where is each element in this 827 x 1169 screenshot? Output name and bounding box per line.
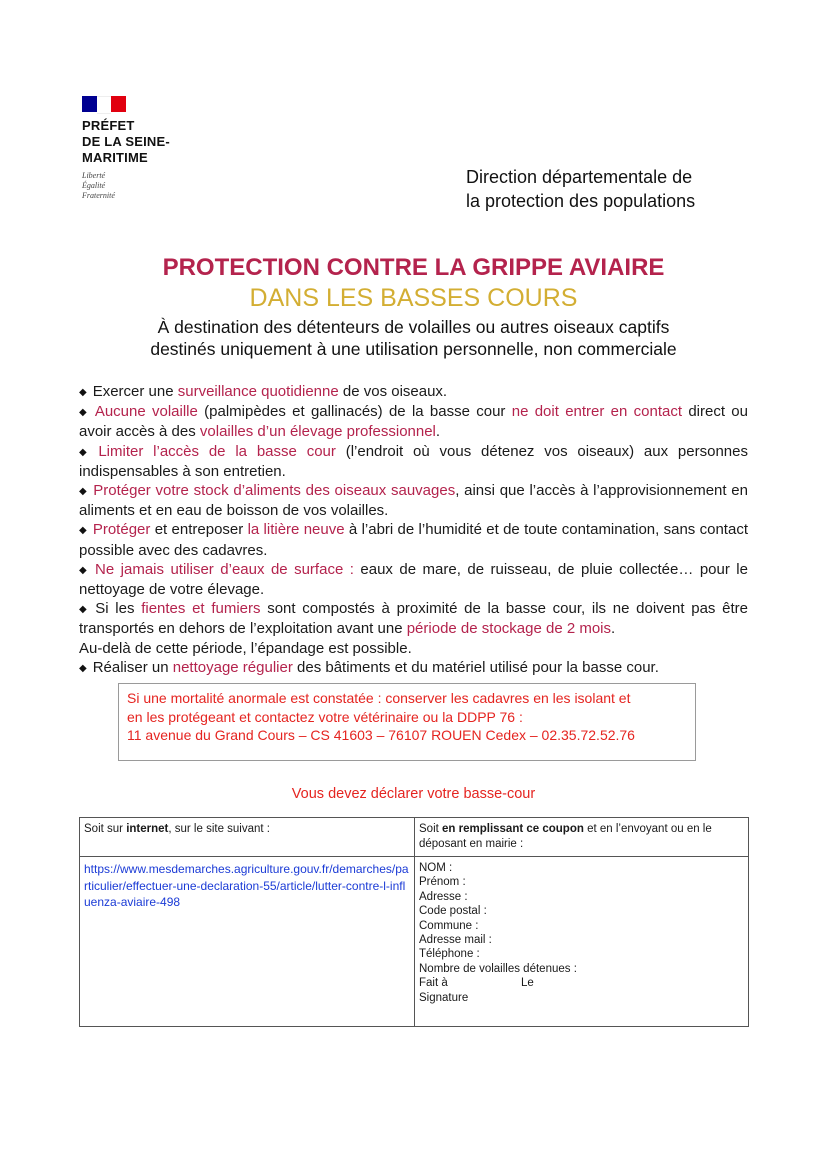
direction-name bbox=[466, 165, 766, 213]
form-field-signature[interactable]: Signature bbox=[419, 991, 469, 1004]
bullet-diamond-icon: ◆ bbox=[79, 407, 89, 419]
list-item bbox=[79, 402, 748, 441]
bullet-diamond-icon: ◆ bbox=[79, 525, 87, 537]
text: et en l’envoyant ou en le déposant en mairie : bbox=[419, 823, 712, 850]
list-item-continuation: Au-delà de cette période, l’épandage est possible. bbox=[79, 639, 412, 657]
declaration-table bbox=[79, 817, 749, 1027]
list-item bbox=[79, 560, 748, 599]
text: Soit bbox=[419, 823, 443, 835]
logo-line: MARITIME bbox=[82, 150, 148, 165]
bullet-diamond-icon: ◆ bbox=[79, 564, 89, 576]
flag-white bbox=[97, 96, 112, 114]
declare-heading: Vous devez déclarer votre basse-cour bbox=[291, 786, 536, 802]
bullet-diamond-icon: ◆ bbox=[79, 604, 90, 616]
form-field-email[interactable]: Adresse mail : bbox=[419, 934, 492, 947]
text: de vos oiseaux. bbox=[338, 383, 448, 400]
list-item bbox=[79, 658, 748, 678]
form-field-adresse[interactable]: Adresse : bbox=[419, 890, 468, 903]
bullet-diamond-icon: ◆ bbox=[79, 387, 87, 398]
table-header-row bbox=[80, 818, 749, 857]
form-row-place-date bbox=[419, 976, 744, 990]
text: Soit sur bbox=[84, 823, 127, 835]
list-item bbox=[79, 382, 748, 402]
coupon-form bbox=[415, 857, 749, 1027]
highlight: Limiter l’accès de la basse cour bbox=[98, 442, 336, 460]
text: à l’abri de l’humidité et de toute contamination, sans contact possible avec des cadavres. bbox=[79, 521, 748, 559]
highlight: ne doit entrer en contact bbox=[511, 403, 683, 421]
text: . bbox=[435, 423, 441, 441]
highlight: nettoyage régulier bbox=[172, 658, 293, 676]
form-field-nombre-volailles[interactable]: Nombre de volailles détenues : bbox=[419, 962, 577, 975]
logo-line: PRÉFET bbox=[82, 118, 135, 133]
warning-line: Si une mortalité anormale est constatée : conserver les cadavres en les isolant et bbox=[127, 690, 631, 706]
text: sont compostés à proximité de la basse cour, ils ne doivent pas être transportés en dehors de l’exploitation avant une bbox=[79, 600, 748, 638]
form-field-telephone[interactable]: Téléphone : bbox=[419, 948, 480, 961]
warning-address: 11 avenue du Grand Cours – CS 41603 – 76107 ROUEN Cedex – 02.35.72.52.76 bbox=[127, 727, 635, 743]
list-item bbox=[79, 520, 748, 559]
form-field-date[interactable]: Le bbox=[521, 977, 534, 990]
marianne-flag-icon bbox=[82, 96, 126, 112]
list-item bbox=[79, 599, 748, 638]
flag-blue bbox=[82, 96, 97, 112]
mortality-warning-box bbox=[118, 683, 696, 761]
list-item bbox=[79, 481, 748, 520]
text: (palmipèdes et gallinacés) de la basse cour bbox=[197, 403, 512, 421]
text: eaux de mare, de ruisseau, de pluie collectée… pour le nettoyage de votre élevage. bbox=[79, 560, 748, 599]
direction-line: Direction départementale de bbox=[466, 167, 693, 187]
highlight: Protéger votre stock d’aliments des oiseaux sauvages bbox=[93, 482, 456, 500]
motto bbox=[82, 171, 222, 201]
form-field-prenom[interactable]: Prénom : bbox=[419, 876, 466, 889]
text: Si les bbox=[95, 600, 142, 618]
text: Exercer une bbox=[92, 383, 178, 400]
bullet-diamond-icon: ◆ bbox=[79, 486, 88, 498]
form-field-commune[interactable]: Commune : bbox=[419, 919, 479, 932]
direction-line: la protection des populations bbox=[466, 191, 696, 211]
internet-option-header bbox=[80, 818, 415, 857]
list-item bbox=[79, 442, 748, 481]
declaration-url-link[interactable]: https://www.mesdemarches.agriculture.gouv.fr/demarches/particulier/effectuer-une-declaration-55/article/lutter-contre-l-influenza-aviaire-498 bbox=[80, 857, 415, 1027]
highlight: période de stockage de 2 mois bbox=[406, 620, 612, 638]
text: Réaliser un bbox=[92, 658, 173, 676]
text: direct ou avoir accès à des bbox=[79, 403, 748, 441]
highlight: surveillance quotidienne bbox=[177, 383, 339, 400]
highlight: fientes et fumiers bbox=[141, 600, 261, 618]
form-field-fait-a[interactable]: Fait à bbox=[419, 977, 448, 990]
main-title: PROTECTION CONTRE LA GRIPPE AVIAIRE bbox=[162, 254, 665, 281]
text: des bâtiments et du matériel utilisé pour la basse cour. bbox=[292, 658, 659, 676]
subtitle-line: destinés uniquement à une utilisation personnelle, non commerciale bbox=[150, 339, 677, 359]
table-body-row bbox=[80, 857, 749, 1027]
recommendations-list bbox=[79, 382, 748, 678]
text: et entreposer bbox=[150, 521, 248, 539]
form-field-code-postal[interactable]: Code postal : bbox=[419, 905, 487, 918]
highlight: volailles d’un élevage professionnel bbox=[199, 423, 436, 441]
text-bold: internet bbox=[126, 823, 169, 835]
motto-line: Égalité bbox=[82, 181, 106, 190]
warning-line: en les protégeant et contactez votre vétérinaire ou la DDPP 76 : bbox=[127, 708, 523, 725]
text: , ainsi que l’accès à l’approvisionnement en aliments et en eau de boisson de vos volailles. bbox=[79, 482, 748, 520]
secondary-title: DANS LES BASSES COURS bbox=[249, 284, 578, 312]
text: . bbox=[611, 620, 616, 638]
logo-line: DE LA SEINE- bbox=[82, 134, 170, 149]
form-field-nom[interactable]: NOM : bbox=[419, 862, 453, 874]
text-bold: en remplissant ce coupon bbox=[442, 823, 584, 835]
flag-red bbox=[111, 96, 126, 112]
highlight: Protéger bbox=[92, 521, 151, 539]
text: (l’endroit où vous détenez vos oiseaux) aux personnes indispensables à son entretien. bbox=[79, 442, 748, 480]
bullet-diamond-icon: ◆ bbox=[79, 662, 87, 674]
highlight: Ne jamais utiliser d’eaux de surface : bbox=[95, 560, 354, 578]
highlight: Aucune volaille bbox=[94, 403, 198, 421]
prefecture-logo bbox=[82, 96, 222, 201]
motto-line: Fraternité bbox=[82, 191, 115, 200]
text: , sur le site suivant : bbox=[168, 823, 270, 835]
coupon-option-header bbox=[415, 818, 749, 857]
subtitle-line: À destination des détenteurs de volailles ou autres oiseaux captifs bbox=[157, 317, 670, 337]
bullet-diamond-icon: ◆ bbox=[79, 446, 93, 458]
highlight: la litière neuve bbox=[247, 521, 345, 539]
motto-line: Liberté bbox=[82, 171, 106, 180]
